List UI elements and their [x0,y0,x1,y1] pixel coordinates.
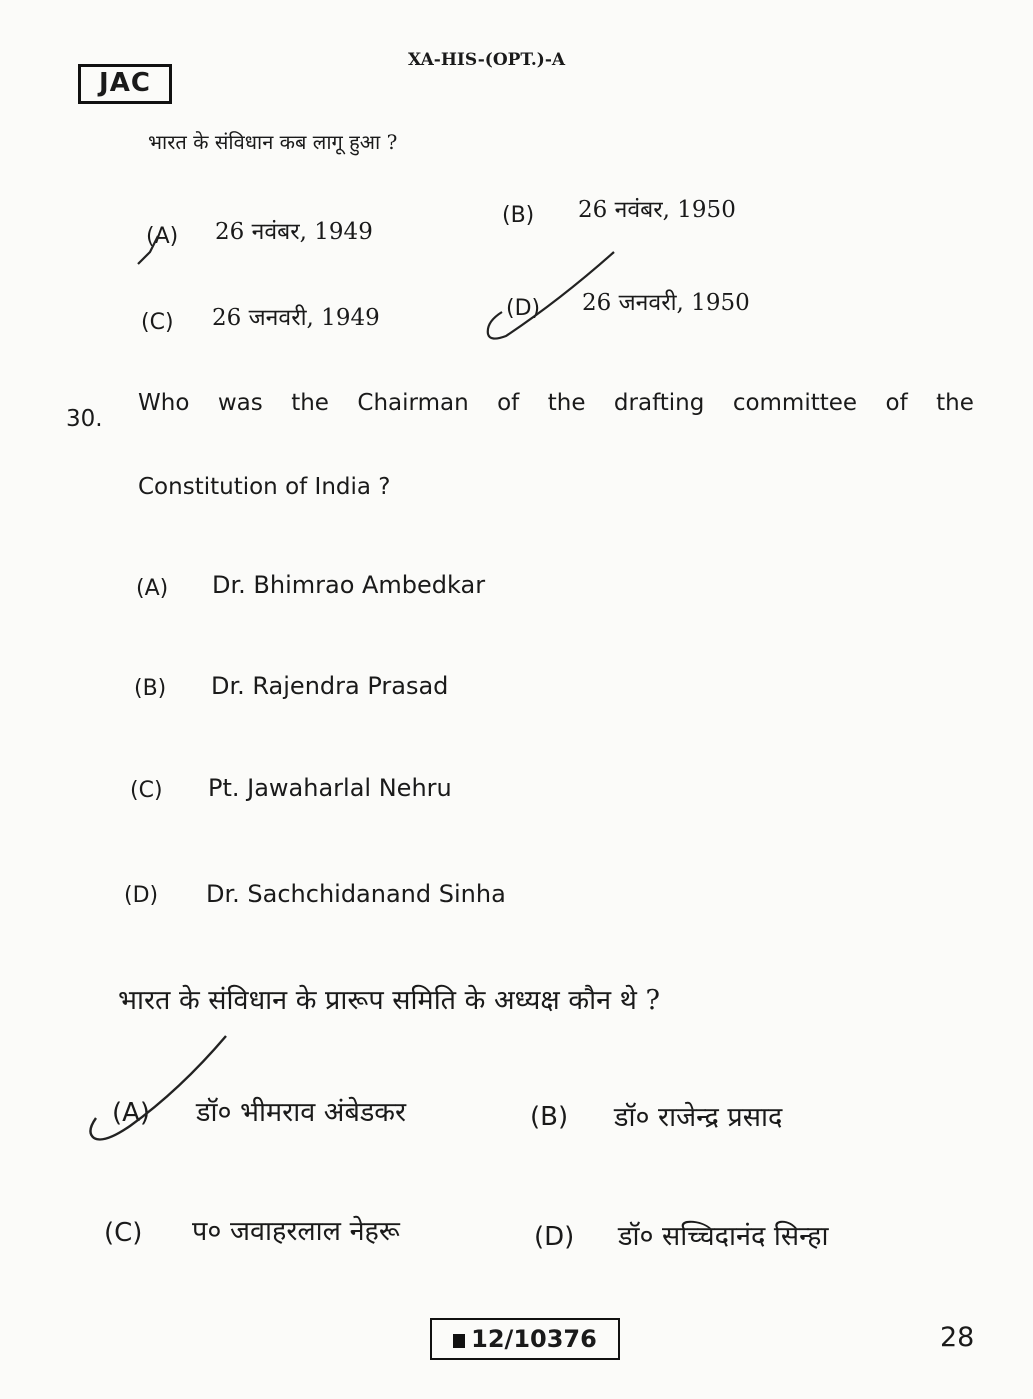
q30-word: committee [732,390,858,416]
q30-word: the [547,390,586,416]
q29-option-a-text: 26 नवंबर, 1949 [215,219,373,245]
q30-word: of [885,390,908,416]
q30-word: drafting [613,390,705,416]
q30-hindi-option-b-text: डॉ० राजेन्द्र प्रसाद [614,1102,783,1133]
q30-hindi-option-d-text: डॉ० सच्चिदानंद सिन्हा [618,1221,829,1252]
booklet-code-text: 12/10376 [471,1325,597,1353]
page-number: 28 [940,1322,975,1353]
q30-hindi-option-c-label: (C) [104,1218,143,1248]
booklet-code [430,1318,620,1360]
q29-option-b-label: (B) [502,203,535,228]
q30-word: was [217,390,263,416]
q30-word: the [291,390,329,416]
q30-hindi-question: भारत के संविधान के प्रारूप समिति के अध्यक्ष कौन थे ? [118,985,660,1016]
q30-option-c-text: Pt. Jawaharlal Nehru [208,774,452,802]
q30-word: Chairman [357,390,469,416]
q30-option-d-text: Dr. Sachchidanand Sinha [206,880,506,908]
square-icon [453,1334,465,1348]
q30-hindi-option-a-label: (A) [112,1098,151,1128]
q29-hindi-question: भारत के संविधान कब लागू हुआ ? [148,130,398,154]
q30-word: the [936,390,974,416]
q29-option-b-text: 26 नवंबर, 1950 [578,197,736,223]
q30-option-b-text: Dr. Rajendra Prasad [211,672,449,700]
q30-word: of [497,390,520,416]
q30-option-c-label: (C) [130,778,163,803]
q29-option-d-text: 26 जनवरी, 1950 [582,290,750,316]
q30-option-b-label: (B) [134,676,167,701]
q30-hindi-option-a-text: डॉ० भीमराव अंबेडकर [196,1097,407,1128]
q30-question-line1 [138,390,974,416]
q29-option-c-text: 26 जनवरी, 1949 [212,305,380,331]
q30-option-a-label: (A) [136,576,169,601]
q29-option-a-label: (A) [146,224,179,249]
q30-number: 30. [66,406,103,432]
q30-option-d-label: (D) [124,883,159,908]
q29-option-c-label: (C) [141,310,174,335]
q30-word: Who [138,390,190,416]
q30-option-a-text: Dr. Bhimrao Ambedkar [212,571,486,599]
q30-hindi-option-c-text: प० जवाहरलाल नेहरू [192,1216,400,1247]
q30-hindi-option-b-label: (B) [530,1102,569,1132]
q29-option-d-label: (D) [506,296,541,321]
q30-hindi-option-d-label: (D) [534,1222,575,1252]
paper-code: XA-HIS-(OPT.)-A [408,50,566,70]
jac-badge: JAC [78,64,172,104]
q30-question-line2: Constitution of India ? [138,474,391,500]
